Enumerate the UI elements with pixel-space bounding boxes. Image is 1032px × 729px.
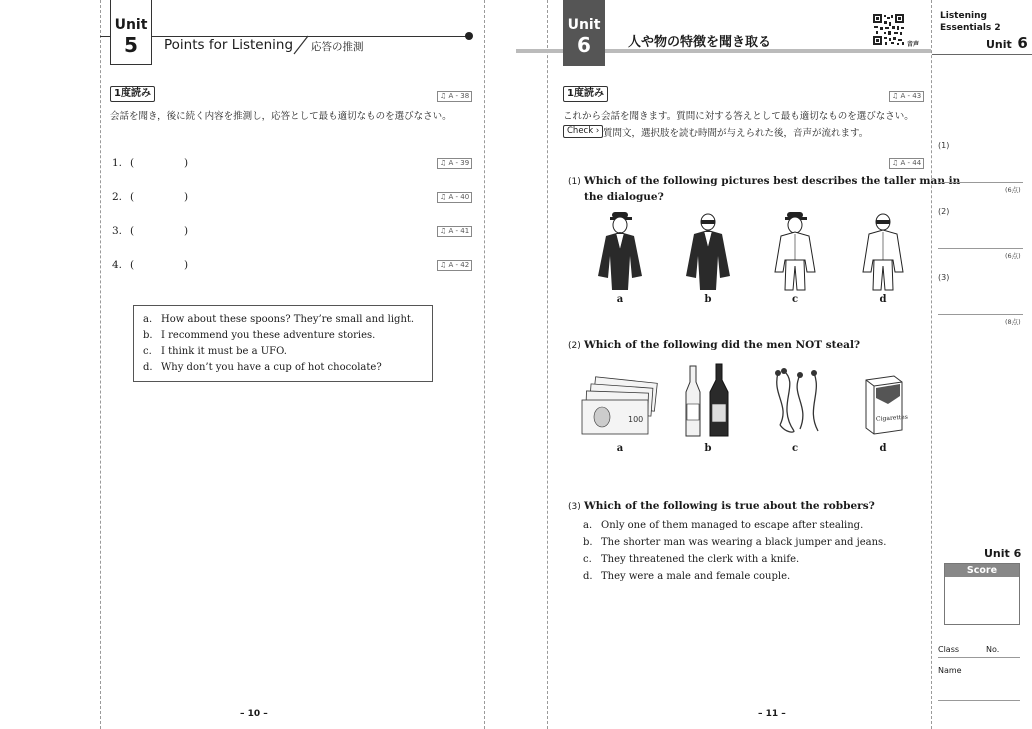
name-label: Name xyxy=(938,666,962,675)
qr-code-icon[interactable] xyxy=(872,13,905,46)
left-margin-line xyxy=(100,0,101,729)
q3-number: (3) xyxy=(568,502,581,512)
question-track[interactable] xyxy=(437,158,472,169)
left-unit-box xyxy=(110,0,152,65)
left-unit-number: 5 xyxy=(124,33,138,57)
question-number: 2. xyxy=(112,191,123,203)
sidebar-title-line1: Listening xyxy=(940,11,987,21)
choice-text: How about these spoons? They’re small and light. xyxy=(161,314,415,325)
answer-close-paren: ) xyxy=(184,157,189,169)
q1-text-line2: the dialogue? xyxy=(584,191,664,203)
option-text: They were a male and female couple. xyxy=(601,571,791,582)
option-text: They threatened the clerk with a knife. xyxy=(601,554,800,565)
question-track-label: A - 41 xyxy=(448,227,470,235)
left-header-subtitle: 応答の推測 xyxy=(311,41,364,53)
wine-bottles-figure[interactable] xyxy=(682,362,734,438)
sidebar-header-rule xyxy=(932,54,1032,55)
left-instructions: 会話を聞き，後に続く内容を推測し，応答として最も適切なものを選びなさい。 xyxy=(110,111,452,122)
headphone-icon: ♫ xyxy=(892,159,901,167)
question-number: 3. xyxy=(112,225,123,237)
q1-label: b xyxy=(704,294,712,305)
score-label: Score xyxy=(945,564,1019,577)
check-badge xyxy=(563,125,603,138)
answer-open-paren: ( xyxy=(130,259,135,271)
left-read-once-tag: 1度読み xyxy=(110,86,155,102)
question-number: 4. xyxy=(112,259,123,271)
left-page-number: – 10 – xyxy=(240,709,268,719)
q2-label: b xyxy=(704,443,712,454)
answer-close-paren: ) xyxy=(184,259,189,271)
check-label: Check xyxy=(567,126,594,136)
name-line[interactable] xyxy=(938,700,1020,701)
right-header-title: 人や物の特徴を聞き取る xyxy=(628,35,772,50)
audio-label: 音声 xyxy=(907,41,920,48)
answer-label: (1) xyxy=(938,141,950,150)
q1-number: (1) xyxy=(568,177,581,187)
sidebar-unit-heading xyxy=(986,33,1028,52)
right-track-main-label: A - 43 xyxy=(900,92,922,100)
check-text: 質問文，選択肢を読む時間が与えられた後，音声が流れます。 xyxy=(603,128,869,139)
q3-options xyxy=(583,520,913,590)
cigarette-label: Cigarettes xyxy=(875,413,909,423)
right-page-number: – 11 – xyxy=(758,709,786,719)
right-unit-box xyxy=(563,0,605,66)
question-track[interactable] xyxy=(437,192,472,203)
question-track[interactable] xyxy=(437,226,472,237)
left-page-edge-line xyxy=(484,0,485,729)
option-letter: a. xyxy=(583,520,593,531)
q2-label: d xyxy=(879,443,887,454)
cigarette-pack-figure[interactable] xyxy=(862,372,909,434)
answer-close-paren: ) xyxy=(184,191,189,203)
number-label: No. xyxy=(986,645,1000,654)
score-box[interactable] xyxy=(944,563,1020,625)
headphone-icon: ♫ xyxy=(440,159,449,167)
sidebar-book-title xyxy=(940,10,1001,34)
answer-label: (2) xyxy=(938,207,950,216)
option-letter: d. xyxy=(583,571,593,582)
man-light-jacket-cap-figure[interactable] xyxy=(767,210,823,290)
choice-letter: d. xyxy=(143,362,153,373)
option-text: The shorter man was wearing a black jumper and jeans. xyxy=(601,537,887,548)
man-dark-coat-glasses-figure[interactable] xyxy=(680,210,736,290)
question-track[interactable] xyxy=(437,260,472,271)
answer-line[interactable] xyxy=(938,248,1023,249)
option-text: Only one of them managed to escape after stealing. xyxy=(601,520,864,531)
chevron-right-icon: › xyxy=(595,126,600,136)
right-track-q-label: A - 44 xyxy=(900,159,922,167)
money-bills-figure[interactable] xyxy=(580,378,660,438)
answer-open-paren: ( xyxy=(130,191,135,203)
choice-text: Why don’t you have a cup of hot chocolate? xyxy=(161,362,382,373)
headphone-icon: ♫ xyxy=(440,92,449,100)
right-instructions: これから会話を聞きます。質問に対する答えとして最も適切なものを選びなさい。 xyxy=(563,111,914,122)
right-unit-number: 6 xyxy=(577,33,591,57)
right-page-edge-line xyxy=(547,0,548,729)
choice-letter: a. xyxy=(143,314,153,325)
class-line[interactable] xyxy=(938,657,1020,658)
right-track-q[interactable] xyxy=(889,158,924,169)
question-track-label: A - 39 xyxy=(448,159,470,167)
answer-open-paren: ( xyxy=(130,225,135,237)
answer-label: (3) xyxy=(938,273,950,282)
right-read-once-tag: 1度読み xyxy=(563,86,608,102)
class-label: Class xyxy=(938,645,960,654)
q2-text: Which of the following did the men NOT steal? xyxy=(584,339,861,351)
headphone-icon: ♫ xyxy=(440,193,449,201)
man-dark-coat-cap-figure[interactable] xyxy=(592,210,648,290)
right-unit-word: Unit xyxy=(567,17,601,33)
q2-number: (2) xyxy=(568,341,581,351)
option-letter: c. xyxy=(583,554,592,565)
answer-line[interactable] xyxy=(938,314,1023,315)
choice-text: I think it must be a UFO. xyxy=(161,346,287,357)
question-track-label: A - 40 xyxy=(448,193,470,201)
left-track-main-label: A - 38 xyxy=(448,92,470,100)
answer-points: (6点) xyxy=(1005,252,1021,260)
left-header-dot xyxy=(465,32,473,40)
left-question-list xyxy=(112,157,472,297)
choice-text: I recommend you these adventure stories. xyxy=(161,330,376,341)
man-light-jacket-glasses-figure[interactable] xyxy=(855,210,911,290)
answer-points: (8点) xyxy=(1005,318,1021,326)
left-track-main[interactable] xyxy=(437,91,472,102)
q1-label: c xyxy=(791,294,799,305)
sidebar-unit-number: 6 xyxy=(1017,34,1028,52)
choice-letter: c. xyxy=(143,346,152,357)
q2-label: c xyxy=(791,443,799,454)
q1-text-line1: Which of the following pictures best describes the taller man in xyxy=(584,175,961,187)
q1-label: a xyxy=(616,294,624,305)
score-unit-label: Unit 6 xyxy=(984,547,1022,560)
sidebar-title-line2: Essentials 2 xyxy=(940,23,1001,33)
left-header-title: Points for Listening xyxy=(164,37,294,53)
headphone-icon: ♫ xyxy=(440,227,449,235)
sidebar-unit-label: Unit xyxy=(986,38,1012,51)
bill-denomination: 100 xyxy=(628,415,644,424)
question-number: 1. xyxy=(112,157,123,169)
choice-letter: b. xyxy=(143,330,153,341)
choices-box xyxy=(133,305,433,382)
answer-open-paren: ( xyxy=(130,157,135,169)
q1-label: d xyxy=(879,294,887,305)
sidebar-divider-line xyxy=(931,0,932,729)
q3-text: Which of the following is true about the robbers? xyxy=(584,500,875,512)
option-letter: b. xyxy=(583,537,593,548)
left-unit-word: Unit xyxy=(114,17,148,33)
answer-points: (6点) xyxy=(1005,186,1021,194)
headphone-icon: ♫ xyxy=(440,261,449,269)
answer-close-paren: ) xyxy=(184,225,189,237)
right-track-main[interactable] xyxy=(889,91,924,102)
q2-label: a xyxy=(616,443,624,454)
answer-line[interactable] xyxy=(938,182,1023,183)
headphone-icon: ♫ xyxy=(892,92,901,100)
question-track-label: A - 42 xyxy=(448,261,470,269)
earphones-cables-figure[interactable] xyxy=(770,365,826,437)
